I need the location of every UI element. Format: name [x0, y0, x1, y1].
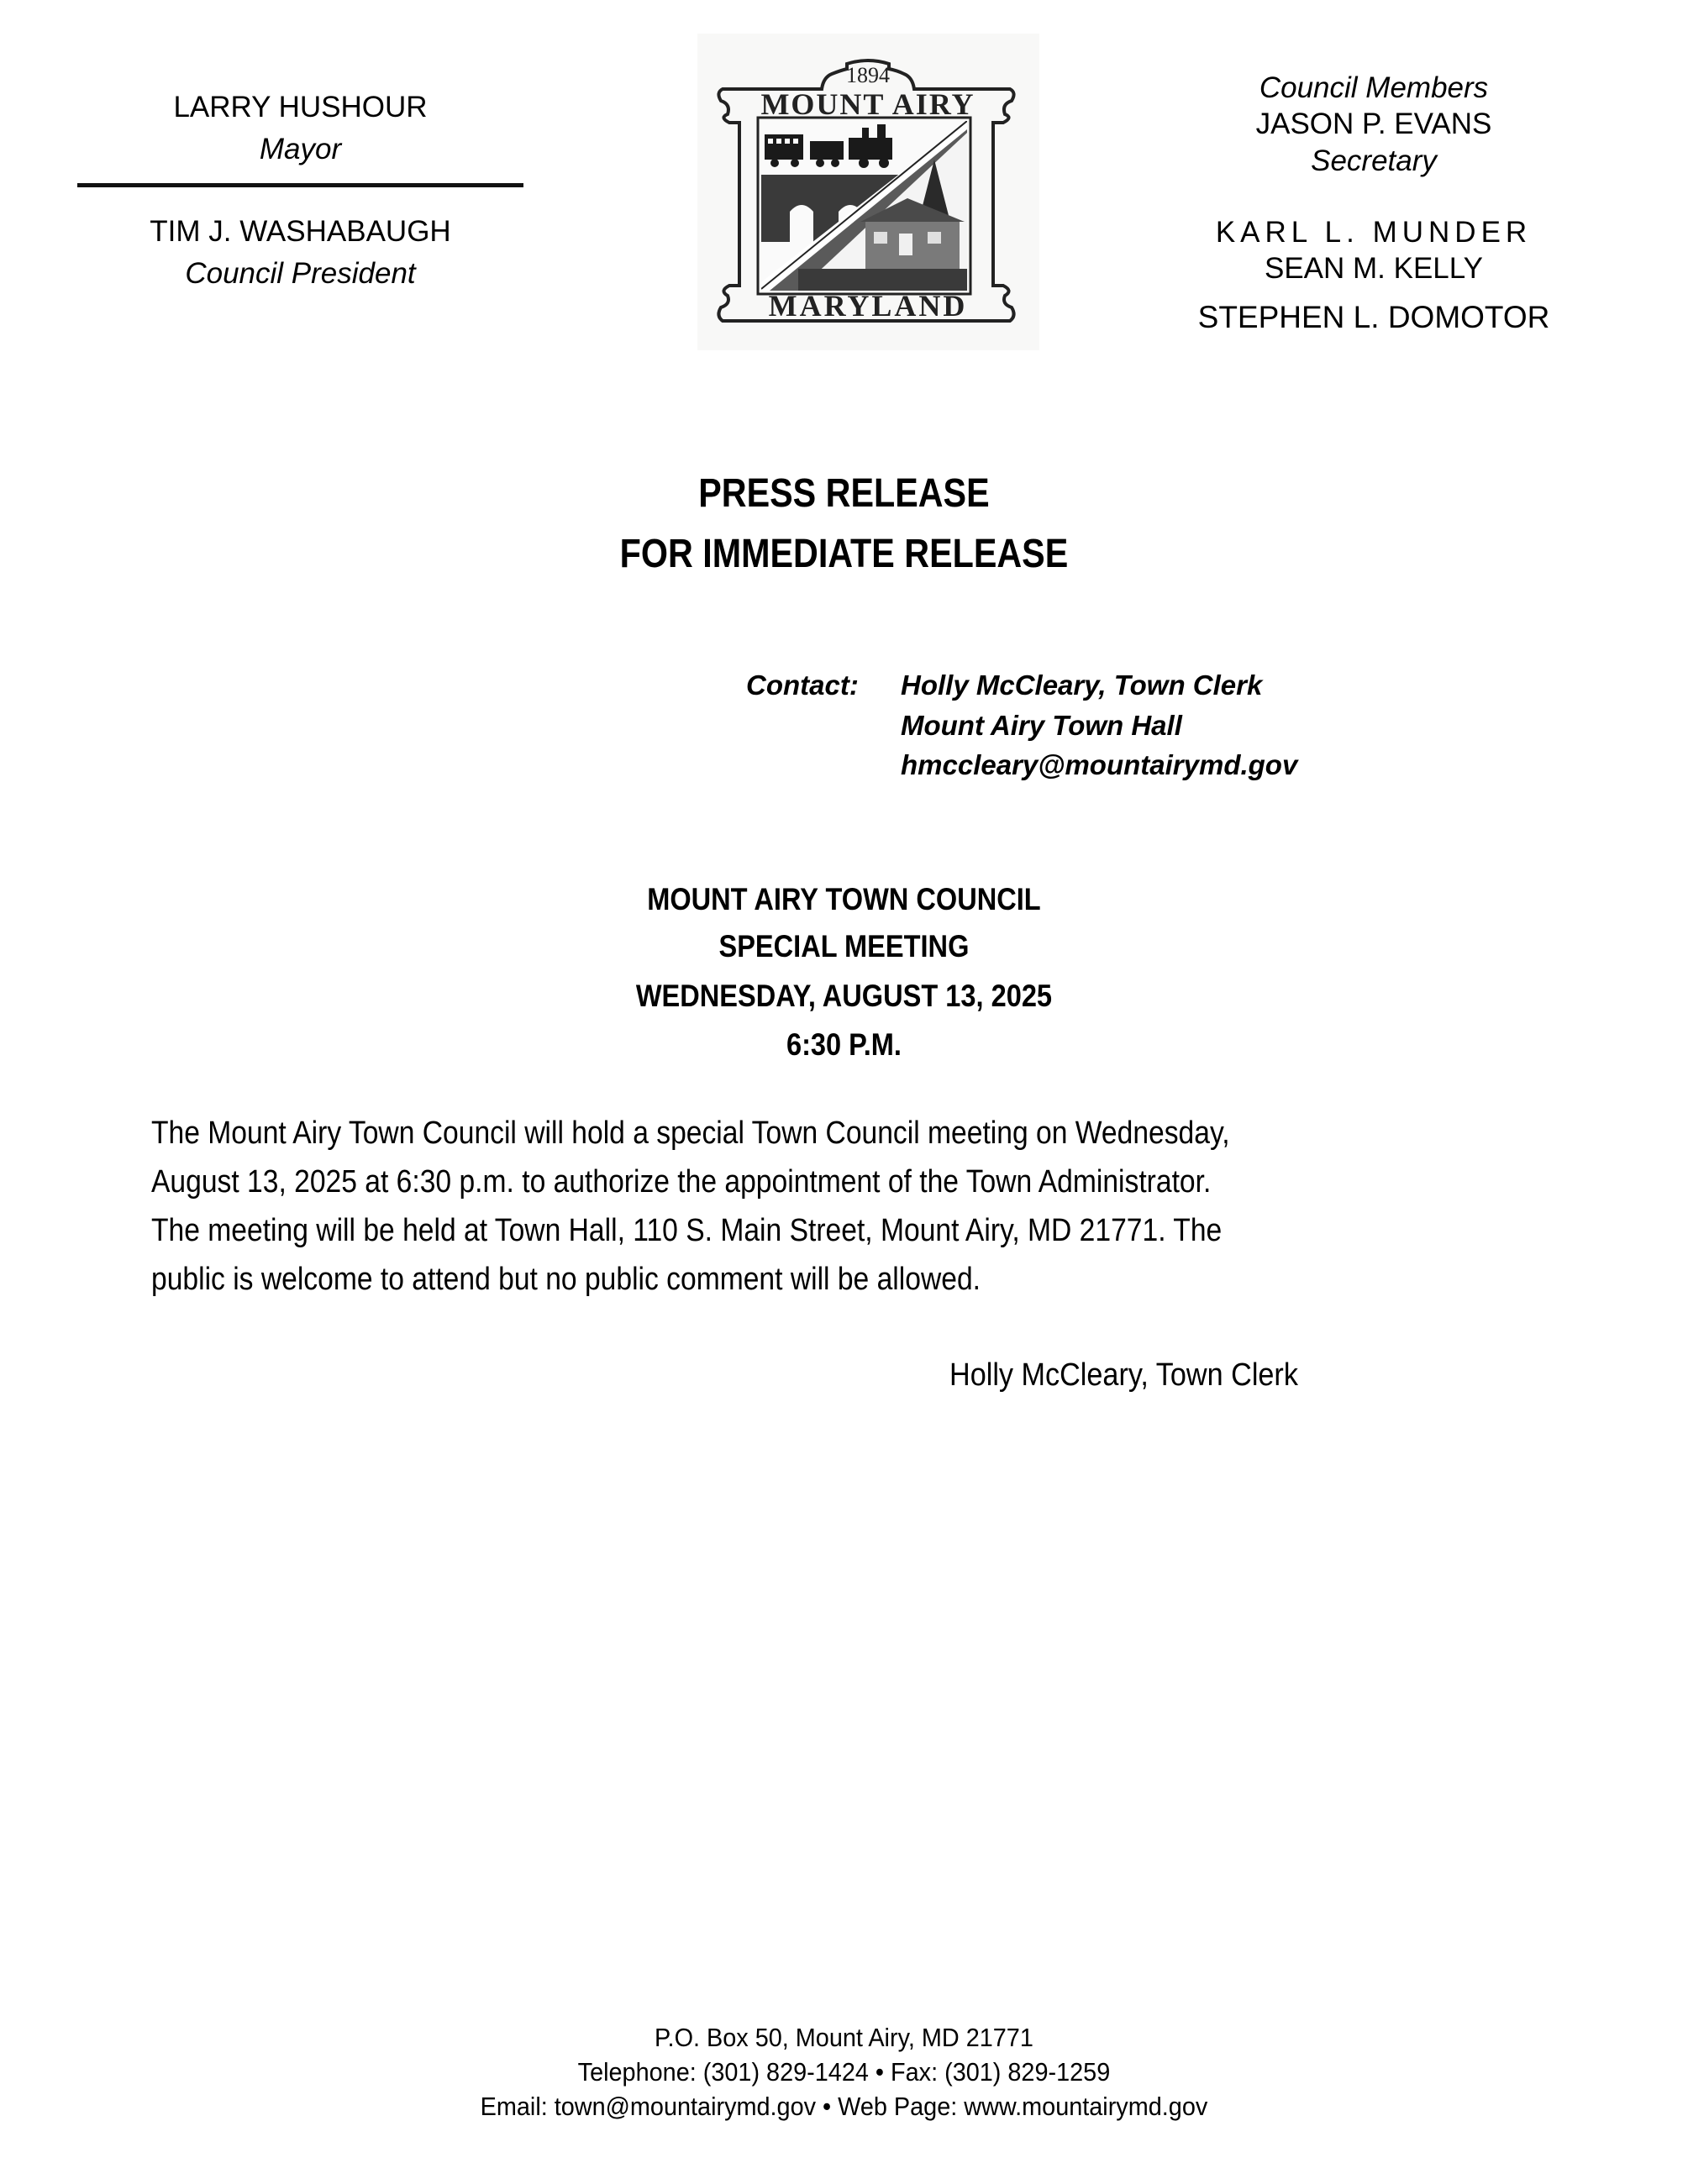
body-line: public is welcome to attend but no public comment will be allowed.: [151, 1262, 981, 1297]
footer-address: P.O. Box 50, Mount Airy, MD 21771: [655, 2023, 1033, 2052]
seal-year: 1894: [846, 63, 890, 87]
council-member: KARL L. MUNDER: [1215, 216, 1533, 249]
footer-email-web[interactable]: Email: town@mountairymd.gov • Web Page: www.mountairymd.gov: [480, 2092, 1208, 2121]
meeting-date: WEDNESDAY, AUGUST 13, 2025: [635, 979, 1053, 1013]
seal-graphic: [697, 34, 1039, 350]
council-member: STEPHEN L. DOMOTOR: [1197, 300, 1550, 334]
header-divider: [77, 183, 523, 187]
contact-email[interactable]: hmccleary@mountairymd.gov: [901, 749, 1298, 780]
press-release-title: PRESS RELEASE: [698, 471, 990, 516]
meeting-time: 6:30 P.M.: [786, 1027, 902, 1062]
meeting-heading-1: MOUNT AIRY TOWN COUNCIL: [647, 882, 1041, 916]
council-member: SEAN M. KELLY: [1264, 252, 1483, 285]
body-line: August 13, 2025 at 6:30 p.m. to authorize the appointment of the Town Administrator.: [151, 1164, 1212, 1200]
press-release-subtitle: FOR IMMEDIATE RELEASE: [619, 532, 1069, 576]
seal-bottom-text: MARYLAND: [768, 289, 968, 323]
contact-office: Mount Airy Town Hall: [901, 710, 1182, 741]
seal-top-text: MOUNT AIRY: [760, 87, 975, 121]
body-line: The Mount Airy Town Council will hold a special Town Council meeting on Wednesday,: [151, 1116, 1230, 1151]
footer-contact-info: [0, 2020, 1688, 2124]
meeting-heading-2: SPECIAL MEETING: [718, 929, 970, 963]
council-president-title: Council President: [185, 257, 416, 290]
council-president-name: TIM J. WASHABAUGH: [150, 215, 451, 248]
body-paragraph: [151, 1109, 1370, 1304]
footer-phone-fax: Telephone: (301) 829-1424 • Fax: (301) 829-1259: [577, 2057, 1111, 2087]
contact-label: Contact:: [746, 669, 859, 701]
town-seal-logo: [697, 34, 1039, 350]
mayor-title: Mayor: [259, 133, 342, 165]
council-heading: Council Members: [1259, 71, 1489, 104]
signature: Holly McCleary, Town Clerk: [949, 1357, 1298, 1393]
secretary-title: Secretary: [1311, 144, 1437, 177]
mayor-name: LARRY HUSHOUR: [173, 91, 428, 123]
contact-name: Holly McCleary, Town Clerk: [901, 669, 1263, 701]
body-line: The meeting will be held at Town Hall, 110 S. Main Street, Mount Airy, MD 21771. The: [151, 1213, 1223, 1248]
secretary-name: JASON P. EVANS: [1255, 108, 1492, 140]
